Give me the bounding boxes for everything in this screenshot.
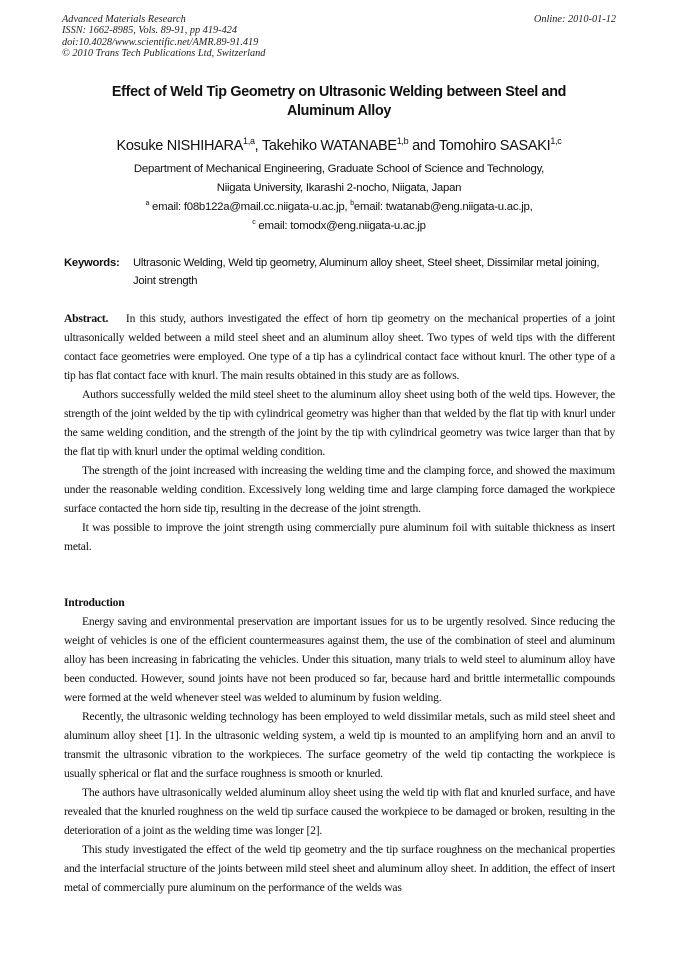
author-3: Tomohiro SASAKI <box>438 138 551 154</box>
email-b-marker: b <box>350 200 354 207</box>
introduction-paragraph-4: This study investigated the effect of the weld tip geometry and the tip surface roughness on the mechanical properties and the interfacial structure of the joints between mild steel sheet and aluminum alloy sheet. In addition, the effect of insert metal of commercially pure aluminum on the performance of the welds was <box>64 843 615 894</box>
email-b: email: twatanab@eng.niigata-u.ac.jp, <box>353 201 533 213</box>
title-line-1: Effect of Weld Tip Geometry on Ultrasonic Welding between Steel and <box>111 84 567 100</box>
email-line-1 <box>40 198 638 217</box>
introduction-paragraph-2: Recently, the ultrasonic welding technology has been employed to weld dissimilar metals, such as mild steel sheet and aluminum alloy sheet [1]. In the ultrasonic welding system, a weld tip is mounted to an amplifying horn and an anvil to transmit the ultrasonic vibration to the workpieces. The surface geometry of the weld tip contacting the workpiece is usually spherical or flat and the surface roughness is smooth or knurled. <box>64 710 615 780</box>
title-line-2: Aluminum Alloy <box>286 103 392 119</box>
abstract-label: Abstract. <box>64 312 109 325</box>
online-date: Online: 2010-01-12 <box>533 14 616 25</box>
email-c: email: tomodx@eng.niigata-u.ac.jp <box>255 220 426 232</box>
affiliation-line-2: Niigata University, Ikarashi 2-nocho, Niigata, Japan <box>216 182 462 194</box>
author-separator: and <box>408 138 439 154</box>
paper-title <box>70 83 608 121</box>
introduction-paragraph-1: Energy saving and environmental preservation are important issues for us to be urgently resolved. Since reducing the weight of vehicles is one of the efficient countermeasures against them, the use of the combination of steel and aluminum alloy has been increasing in fabricating the vehicles. Under this situation, many trials to weld steel to aluminum alloy have been conducted. However, sound joints have not been produced so far, because hard and brittle intermetallic compounds were formed at the weld whenever steel was welded to aluminum by fusion welding. <box>64 615 615 704</box>
affiliation-block <box>40 160 638 236</box>
introduction-paragraph-3: The authors have ultrasonically welded aluminum alloy sheet using the weld tip with flat and knurled surface, and have revealed that the knurled roughness on the weld tip surface caused the workpiece to be damaged or broken, resulting in the deterioration of a joint as the welding time was longer [2]. <box>64 786 615 837</box>
author-2: Takehiko WATANABE <box>261 138 397 154</box>
abstract-section <box>64 309 615 556</box>
journal-header <box>62 14 618 60</box>
author-list <box>40 137 638 155</box>
email-a: email: f08b122a@mail.cc.niigata-u.ac.jp, <box>149 201 351 213</box>
keywords-text: Ultrasonic Welding, Weld tip geometry, Aluminum alloy sheet, Steel sheet, Dissimilar metal joining, Joint strength <box>133 257 600 287</box>
abstract-paragraph-1 <box>64 309 615 385</box>
journal-name: Advanced Materials Research <box>62 14 186 25</box>
affiliation-line-1: Department of Mechanical Engineering, Graduate School of Science and Technology, <box>133 163 545 175</box>
email-c-marker: c <box>252 219 256 226</box>
journal-doi: doi:10.4028/www.scientific.net/AMR.89-91.419 <box>62 36 259 48</box>
author-separator: , <box>254 138 262 154</box>
keywords-label: Keywords: <box>64 257 120 269</box>
abstract-paragraph-4: It was possible to improve the joint strength using commercially pure aluminum foil with suitable thickness as insert metal. <box>64 521 615 553</box>
introduction-heading: Introduction <box>64 596 125 609</box>
author-3-affil: 1,c <box>550 136 562 146</box>
author-1: Kosuke NISHIHARA <box>116 138 244 154</box>
author-1-affil: 1,a <box>243 136 255 146</box>
introduction-section <box>64 593 615 897</box>
abstract-text-1: In this study, authors investigated the effect of horn tip geometry on the mechanical properties of a joint ultrasonically welded between a mild steel sheet and an aluminum alloy sheet. Two types of weld tips with the different contact face geometries were employed. One type of a tip has a cylindrical contact face without knurl. The other type of a tip has flat contact face with knurl. The main results obtained in this study are as follows. <box>64 312 615 382</box>
author-2-affil: 1,b <box>396 136 409 146</box>
email-a-marker: a <box>145 200 150 207</box>
abstract-paragraph-2: Authors successfully welded the mild steel sheet to the aluminum alloy sheet using both of the weld tips. However, the strength of the joint welded by the tip with cylindrical geometry was higher than that welded by the flat tip with knurl under the same welding condition, and the strength of the joint by the tip with cylindrical geometry was twice larger than that by the flat tip with knurl under the optimal welding condition. <box>64 388 615 458</box>
journal-issn: ISSN: 1662-8985, Vols. 89-91, pp 419-424 <box>62 25 238 37</box>
abstract-paragraph-3: The strength of the joint increased with increasing the welding time and the clamping force, and showed the maximum under the reasonable welding condition. Excessively long welding time and large clamping force damaged the workpiece surface contacted the horn side tip, resulting in the decrease of the joint strength. <box>64 464 615 515</box>
email-line-2 <box>40 217 638 236</box>
journal-copyright: © 2010 Trans Tech Publications Ltd, Switzerland <box>62 48 266 60</box>
